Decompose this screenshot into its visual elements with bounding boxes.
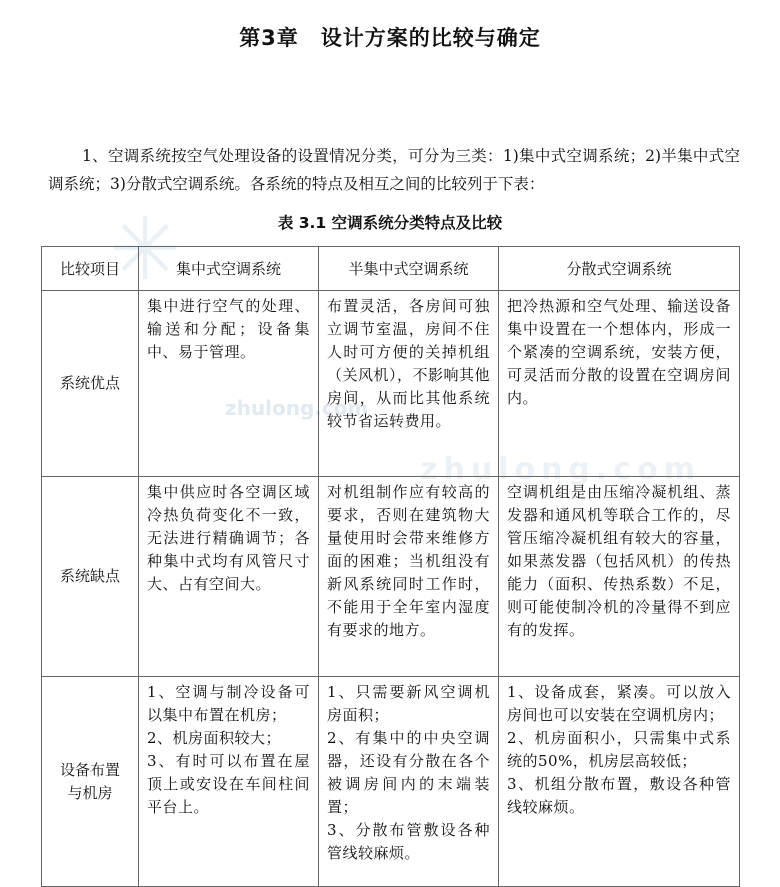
header-decentralized-system: 分散式空调系统: [499, 247, 740, 291]
table-cell: 把冷热源和空气处理、输送设备集中设置在一个想体内，形成一个紧凑的空调系统，安装方便，可灵活而分散的设置在空调房间内。: [499, 291, 740, 477]
row-label: 系统缺点: [42, 477, 139, 677]
table-cell: 集中进行空气的处理、输送和分配；设备集中、易于管理。: [139, 291, 319, 477]
table-cell: 1、空调与制冷设备可以集中布置在机房； 2、机房面积较大； 3、有时可以布置在屋顶上或安设在车间柱间平台上。: [139, 677, 319, 887]
table-row-advantages: [42, 291, 740, 477]
watermark-text-large: zhulong.com: [420, 452, 701, 487]
table-cell: 1、设备成套，紧凑。可以放入房间也可以安装在空调机房内； 2、机房面积小，只需集中式系统的50%，机房层高较低； 3、机组分散布置，敷设各种管线较麻烦。: [499, 677, 740, 887]
table-header-row: [42, 247, 740, 291]
row-label: 系统优点: [42, 291, 139, 477]
header-central-system: 集中式空调系统: [139, 247, 319, 291]
table-row-disadvantages: [42, 477, 740, 677]
watermark-text: zhulong.com: [225, 396, 369, 420]
table-cell: 空调机组是由压缩冷凝机组、蒸发器和通风机等联合工作的，尽管压缩冷凝机组有较大的容量，如果蒸发器（包括风机）的传热能力（面积、传热系数）不足，则可能使制冷机的冷量得不到应有的发挥。: [499, 477, 740, 677]
table-row-equipment-layout: [42, 677, 740, 887]
row-label: 设备布置 与机房: [42, 677, 139, 887]
table-cell: 对机组制作应有较高的要求，否则在建筑物大量使用时会带来维修方面的困难；当机组没有新风系统同时工作时，不能用于全年室内湿度有要求的地方。: [319, 477, 499, 677]
header-compare-item: 比较项目: [42, 247, 139, 291]
table-cell: 集中供应时各空调区域冷热负荷变化不一致，无法进行精确调节；各种集中式均有风管尺寸大、占有空间大。: [139, 477, 319, 677]
table-caption: 表 3.1 空调系统分类特点及比较: [277, 214, 503, 232]
intro-paragraph: [48, 142, 740, 198]
watermark-logo-icon: ✳: [108, 200, 182, 300]
table-cell: 1、只需要新风空调机房面积； 2、有集中的中央空调器，还设有分散在各个被调房间内的末端装置； 3、分散布管敷设各种管线较麻烦。: [319, 677, 499, 887]
chapter-title: 第3章 设计方案的比较与确定: [239, 26, 541, 50]
comparison-table: [41, 246, 740, 887]
header-semi-central-system: 半集中式空调系统: [319, 247, 499, 291]
table-cell: 布置灵活，各房间可独立调节室温，房间不住人时可方便的关掉机组（关风机），不影响其他房间，从而比其他系统较节省运转费用。: [319, 291, 499, 477]
intro-paragraph-text: 1、空调系统按空气处理设备的设置情况分类，可分为三类：1)集中式空调系统；2)半集中式空调系统；3)分散式空调系统。各系统的特点及相互之间的比较列于下表：: [48, 147, 740, 193]
